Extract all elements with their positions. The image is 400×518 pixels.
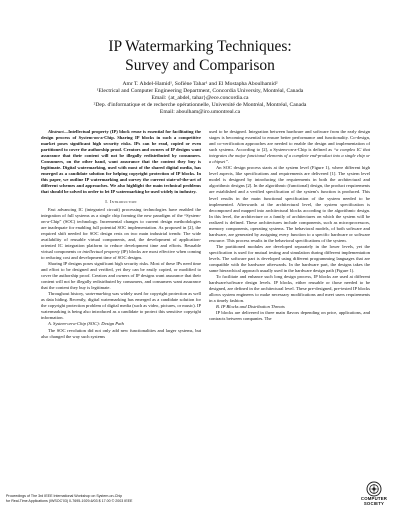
- intro-paragraph-3: Throughout history, watermarking was widely used for copyright protection as well as data hiding. Recently, digital watermarking has emerged as a candidate solution for the copyright protection problem of digital media (such as video, pictures, or music). IP watermarking is being also introduced as a candidate to protect this sensitive copyright information.: [41, 291, 202, 321]
- soc-paragraph-3: The partitioned modules are developed separately in the lower levels, yet the specification is used for mutual testing and simulation during different implementation levels. The software part is developed using different programming languages that are compatible with the hardware afterwards. In the hardware part, the designs takes the same hierarchical approach usually used in the hardware design path (Figure 1).: [209, 243, 370, 274]
- soc-paragraph-4: To facilitate and enhance such long design process, IP blocks are used at different hardware/software design levels. IP blocks, either reusable or those needed to be designed, are defined in the architectural level. These pre-designed, pre-tested IP blocks allows system engineers to make necessary modifications and meet users requirements in a timely fashion.: [209, 274, 370, 304]
- email-2: Email: aboulham@iro.umontreal.ca: [159, 109, 241, 115]
- affiliation-2: ²Dep. d'informatique et de recherche opérationnelle, Université de Montréal, Montréal, Canada: [93, 102, 307, 108]
- proceedings-footer: [6, 494, 306, 503]
- intro-paragraph-2: Sharing IP designs poses significant high security risks. Most of these IPs need time and effort to be designed and verified, yet they can be easily copied, or modified to cover the authorship proof. Creators and owners of IP designs want assurance that their content will not be illegally redistributed by consumers, and consumers want assurance that the content they buy is legitimate.: [41, 260, 201, 291]
- soc-paragraph-1: The SOC revolution did not only add new functionalities and larger systems, but also changed the way such systems: [41, 327, 201, 339]
- email-1: Email: {at_abdel, tahar}@ece.concordia.ca: [151, 95, 249, 101]
- logo-line-1: COMPUTER: [360, 496, 388, 501]
- logo-line-2: SOCIETY: [363, 500, 385, 506]
- soc-paragraph-2: An SOC design process starts at the system level (Figure 1), where different high level aspects, like specifications and requirements are delivered [1]. The system level model is designed by introducing the requirements in both the architectural and algorithmic designs [2]. In the algorithmic (functional) design, the product requirements are established and a verified specification of the system's function is produced. This level results in the main functional specification of the system needed to be implemented. Afterwards at the architectural level, the system specification is decomposed and mapped into architectural blocks according to the algorithmic design. In this level, the architecture or a family of architectures on which the system will be realized is defined. These architectures include components, such as microprocessors, memory components, operating systems. The behavioral models, of both software and hardware, are generated by assigning every function to a specific hardware or software resource. This process results in the behavioral specifications of the system.: [209, 165, 370, 243]
- intro-keyword-watermarking: watermarking: [85, 291, 111, 297]
- intro-keyword-ip: intellectual property: [82, 248, 120, 254]
- title-line-2: Survey and Comparison: [125, 57, 275, 74]
- affiliation-1: ¹Electrical and Computer Engineering Department, Concordia University, Montréal, Canada: [96, 88, 304, 94]
- abstract: [41, 129, 201, 196]
- title-line-1: IP Watermarking Techniques:: [108, 38, 292, 55]
- paper-title: [0, 37, 400, 75]
- author-names: Amr T. Abdel-Hamid¹, Sofiène Tahar¹ and El Mostapha Aboulhamid²: [122, 81, 278, 87]
- author-block: [0, 81, 400, 116]
- abstract-text: Intellectual property (IP) block reuse is essential for facilitating the design process of System-on-a-Chip. Sharing IP blocks in such a competitive market poses significant high security risks. IPs can be read, copied or even partitioned to cover the authorship proof. Creators and owners of IP designs want assurance that their content will not be illegally redistributed by consumers. Consumers, on the other hand, want assurance that the content they buy is legitimate. Digital watermarking, used with most of the shared digital media, has emerged as a candidate solution for helping copyright protection of IP blocks. In this paper, we outline IP watermarking and survey the current state-of-the-art of different schemes and approaches. We also highlight the main technical problems that should be solved in order to let IP watermarking be used widely in industry.: [41, 129, 201, 195]
- computer-society-logo: [357, 481, 391, 511]
- footer-line-2: for Real-Time Applications (IWSOC'03) 0-7695-1929-6/03 $ 17.00 © 2003 IEEE: [6, 498, 133, 503]
- right-column: [209, 129, 370, 323]
- computer-society-emblem-icon: [366, 481, 382, 497]
- footer-line-1: Proceedings of The 3rd IEEE International Workshop on System-on-Chip: [6, 494, 123, 498]
- soc-paragraph-continued: used to be designed. Integration between hardware and software from the early design stages is becoming essential to ensure better performance and functionality. Co-design, and co-verification approaches are needed to enable the design and implementation of such systems. According to [2], a System-on-a-Chip is defined as “a complex IC that integrates the major functional elements of a complete end-product into a single chip or a chipset”.: [209, 129, 370, 165]
- section-heading-introduction: I. Introduction: [105, 198, 137, 204]
- intro-paragraph-1: Fast advancing IC (integrated circuit) processing technologies have enabled the integration of full systems as a single chip forming the new paradigm of the “System-on-a-Chip” (SOC) technology. Incremental changes to current design methodologies are inadequate for enabling full potential SOC implementation. As proposed in [2], the required shift needed for SOC design rests on two main industrial trends: The wide availability of reusable virtual components, and, the development of application-oriented IC integration platform to reduce development time and efforts. Reusable virtual components or intellectual property (IP) blocks are most effective when coming to reducing cost and development time of SOC designs.: [41, 206, 202, 260]
- abstract-label: Abstract—: [48, 129, 69, 134]
- left-column: [41, 129, 201, 340]
- subsection-heading-soc: A. System-on-a-Chip (SOC): Design Path: [48, 321, 124, 327]
- soc-definition-quote: “a complex IC that integrates the major functional elements of a complete end-product into a single chip or a chipset”: [209, 147, 370, 165]
- subsection-heading-ip-blocks: B. IP Blocks and Distribution Threats: [216, 304, 285, 310]
- ip-blocks-paragraph-1: IP blocks are delivered in three main flavors depending on price, applications, and contracts between companies. The: [209, 310, 370, 322]
